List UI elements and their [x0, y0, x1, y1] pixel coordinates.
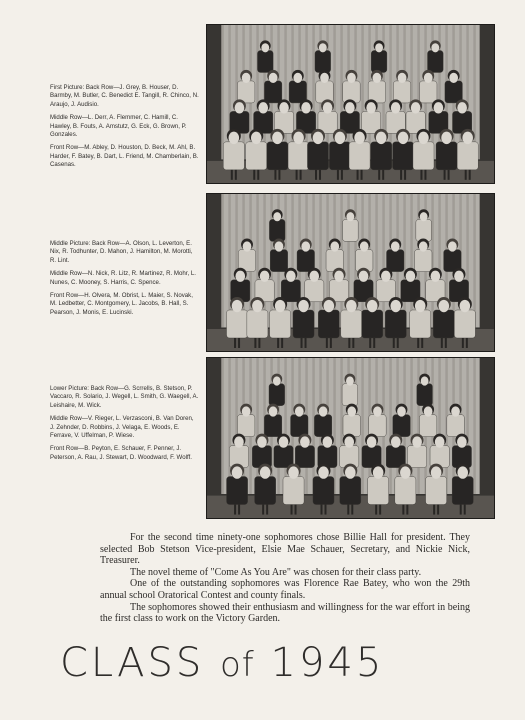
- class-summary-text: [100, 532, 470, 625]
- caption-first-front-row: Front Row—M. Abley, D. Houston, D. Beck, M. Ahl, B. Harder, F. Batey, B. Dart, L. Friend, M. Chamberlain, B. Casenas.: [50, 144, 199, 169]
- caption-lower-back-row: Lower Picture: Back Row—G. Scrrells, B. Stetson, P. Vaccaro, R. Solario, J. Wegell, L. Smith, G. Waegell, A. Leishaire, M. Wick.: [50, 385, 199, 409]
- caption-lower-middle-row: Middle Row—V. Rieger, L. Verzasconi, B. Van Doren, J. Zehnder, D. Robbins, J. Velaga, E. Woods, E. Ferrave, V. Uffelman, P. Wiese.: [50, 415, 194, 440]
- caption-first-picture: [50, 84, 200, 175]
- title-class-word: CLASS: [60, 640, 205, 686]
- caption-middle-back-row: Middle Picture: Back Row—A. Olson, L. Leverton, E. Nix, R. Todhunter, D. Mahon, J. Hamilton, M. Morotti, R. Lint.: [50, 240, 193, 264]
- group-photo-image: [207, 358, 494, 518]
- caption-middle-picture: [50, 240, 200, 322]
- caption-lower-front-row: Front Row—B. Peyton, E. Schauer, F. Penner, J. Peterson, A. Rau, J. Stewart, D. Woodward, F. Wolff.: [50, 445, 192, 461]
- title-year: 1945: [270, 640, 385, 686]
- caption-middle-front-row: Front Row—H. Olvera, M. Obrist, L. Maier, S. Novak, M. Ledbetter, C. Montgomery, L. Jacobs, B. Hall, S. Pearson, J. Monis, E. Lucinski.: [50, 292, 193, 316]
- class-photo-first: [206, 24, 495, 184]
- paragraph-oratorical: One of the outstanding sophomores was Florence Rae Batey, who won the 29th annual school Oratorical Contest and county finals.: [100, 578, 470, 601]
- caption-first-middle-row: Middle Row—L. Derr, A. Flemmer, C. Hamill, C. Hawley, B. Fouts, A. Amstutz, G. Eck, G. Brown, P. Gonzales.: [50, 114, 187, 139]
- paragraph-party-theme: The novel theme of "Come As You Are" was chosen for their class party.: [130, 566, 422, 578]
- class-photo-lower: [206, 357, 495, 519]
- caption-lower-picture: [50, 385, 200, 467]
- caption-middle-middle-row: Middle Row—N. Nick, R. Litz, R. Martinez, R. Mohr, L. Nunes, C. Mooney, S. Harris, C. Spence.: [50, 270, 196, 286]
- paragraph-victory-garden: The sophomores showed their enthusiasm and willingness for the war effort in being the first class to work on the Victory Garden.: [100, 601, 470, 625]
- page-title: [60, 640, 384, 686]
- group-photo-image: [207, 25, 494, 183]
- class-photo-middle: [206, 193, 495, 352]
- title-of-word: of: [220, 645, 255, 685]
- group-photo-image: [207, 194, 494, 351]
- paragraph-officers: For the second time ninety-one sophomores chose Billie Hall for president. They selected Bob Stetson Vice-president, Elsie Mae Schauer, Secretary, and Nickie Nick, Treasurer.: [100, 532, 470, 567]
- caption-first-back-row: First Picture: Back Row—J. Grey, B. Houser, D. Barmby, M. Butler, C. Benedict E. Tangill, R. Chinco, N. Araujo, J. Audisio.: [50, 84, 199, 108]
